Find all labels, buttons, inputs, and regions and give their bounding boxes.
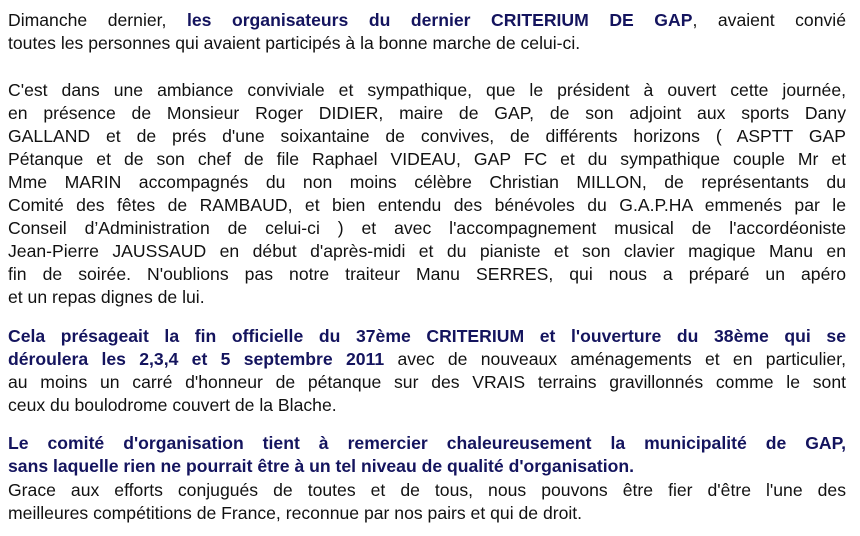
text-line <box>8 240 846 262</box>
body-text: ceux du boulodrome couvert de la Blache. <box>8 395 337 415</box>
text-line <box>8 286 846 308</box>
text-line <box>8 32 846 54</box>
body-text: GALLAND et de prés d'une soixantaine de convives, de différents horizons ( ASPTT GAP <box>8 126 846 146</box>
body-text: avec de nouveaux aménagements et en particulier, <box>384 349 846 369</box>
emphasized-text: sans laquelle rien ne pourrait être à un tel niveau de qualité d'organisation. <box>8 456 634 476</box>
body-text: en présence de Monsieur Roger DIDIER, maire de GAP, de son adjoint aux sports Dany <box>8 103 846 123</box>
emphasized-text: les organisateurs du dernier CRITERIUM DE GAP <box>186 10 693 30</box>
body-text: Conseil d’Administration de celui-ci ) et avec l'accompagnement musical de l'accordéoniste <box>8 218 846 238</box>
body-text: et un repas dignes de lui. <box>8 287 205 307</box>
text-line <box>8 325 846 347</box>
text-line <box>8 217 846 239</box>
emphasized-text: déroulera les 2,3,4 et 5 septembre 2011 <box>8 349 385 369</box>
text-line <box>8 263 846 285</box>
text-line <box>8 479 846 501</box>
emphasized-text: Cela présageait la fin officielle du 37ème CRITERIUM et l'ouverture du 38ème qui se <box>8 326 846 346</box>
body-text: Mme MARIN accompagnés du non moins célèbre Christian MILLON, de représentants du <box>8 172 846 192</box>
text-line <box>8 432 846 454</box>
text-line <box>8 394 846 416</box>
text-line <box>8 79 846 101</box>
body-text: au moins un carré d'honneur de pétanque sur des VRAIS terrains gravillonnés comme le sont <box>8 372 846 392</box>
body-text: Jean-Pierre JAUSSAUD en début d'après-midi et du pianiste et son clavier magique Manu en <box>8 241 846 261</box>
text-line <box>8 171 846 193</box>
body-text: fin de soirée. N'oublions pas notre traiteur Manu SERRES, qui nous a préparé un apéro <box>8 264 846 284</box>
body-text: , avaient convié <box>692 10 846 30</box>
text-line <box>8 371 846 393</box>
body-text: Comité des fêtes de RAMBAUD, et bien entendu des bénévoles du G.A.P.HA emmenés par le <box>8 195 846 215</box>
text-line <box>8 9 846 31</box>
body-text: C'est dans une ambiance conviviale et sympathique, que le président à ouvert cette journée, <box>8 80 846 100</box>
text-line <box>8 102 846 124</box>
body-text: Pétanque et de son chef de file Raphael VIDEAU, GAP FC et du sympathique couple Mr et <box>8 149 846 169</box>
body-text: Grace aux efforts conjugués de toutes et de tous, nous pouvons être fier d'être l'une des <box>8 480 846 500</box>
text-line <box>8 502 846 524</box>
body-text: meilleures compétitions de France, reconnue par nos pairs et qui de droit. <box>8 503 583 523</box>
text-line <box>8 455 846 477</box>
text-line <box>8 194 846 216</box>
body-text: Dimanche dernier, <box>8 10 187 30</box>
body-text: toutes les personnes qui avaient participés à la bonne marche de celui-ci. <box>8 33 581 53</box>
emphasized-text: Le comité d'organisation tient à remercier chaleureusement la municipalité de GAP, <box>8 433 846 453</box>
text-line <box>8 348 846 370</box>
text-line <box>8 125 846 147</box>
text-line <box>8 148 846 170</box>
